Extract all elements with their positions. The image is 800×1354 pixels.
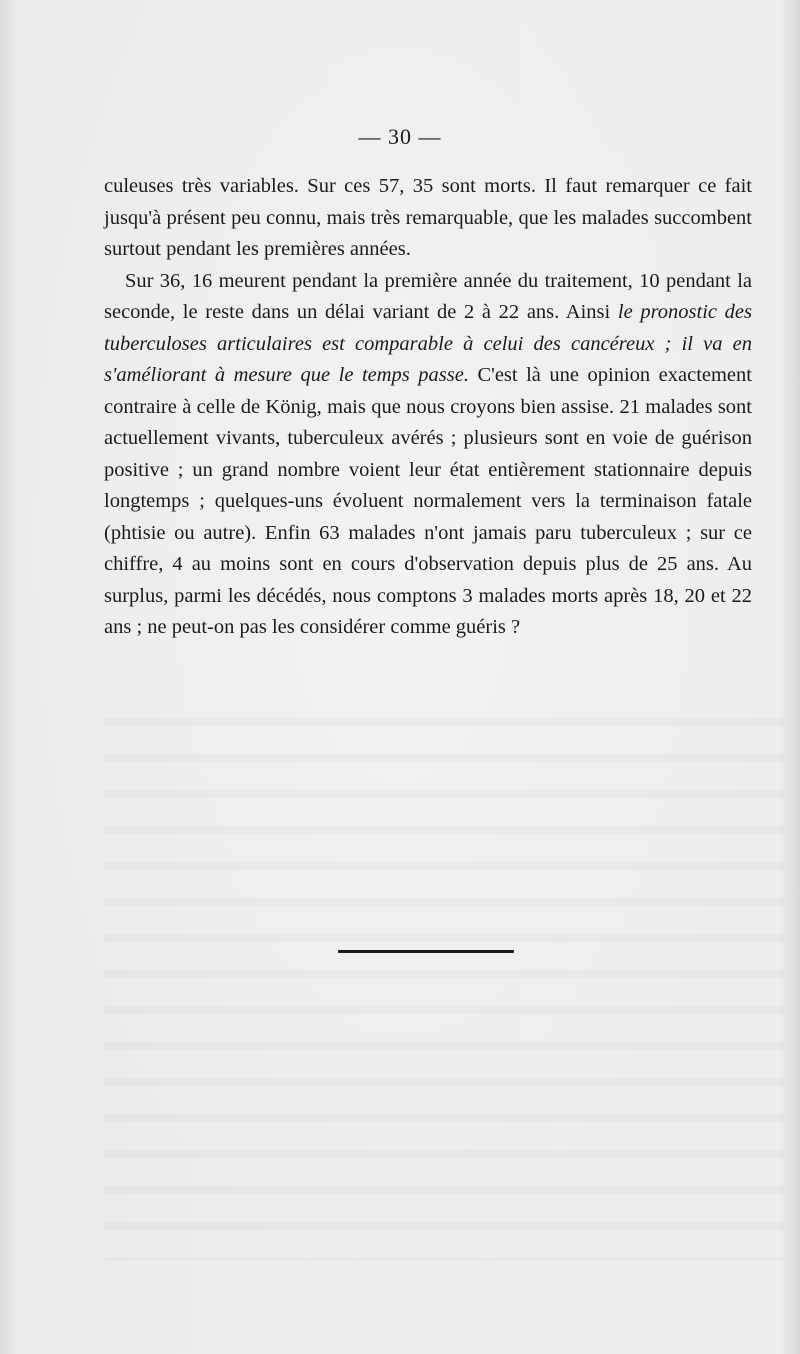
facing-page-show-through xyxy=(104,700,784,1260)
paragraph-2-text-b: C'est là une opinion exactement contraire à celle de König, mais que nous croyons bien assise. 21 malades sont actuellement vivants, tuberculeux avérés ; plusieurs sont en voie de guérison positive ; un grand nombre voient leur état entièrement stationnaire depuis longtemps ; quelques-uns évoluent normalement vers la terminaison fatale (phtisie ou autre). Enfin 63 malades n'ont jamais paru tuberculeux ; sur ce chiffre, 4 au moins sont en cours d'observation depuis plus de 25 ans. Au surplus, parmi les décédés, nous comptons 3 malades morts après 18, 20 et 22 ans ; ne peut-on pas les considérer comme guéris ? xyxy=(104,364,752,638)
body-text xyxy=(104,171,752,644)
paragraph-2-text-a: Sur 36, 16 meurent pendant la première année du traitement, 10 pendant la seconde, le reste dans un délai variant de 2 à 22 ans. Ainsi xyxy=(104,269,752,323)
section-end-rule xyxy=(338,950,514,953)
page-number: — 30 — xyxy=(358,124,442,149)
paragraph-1 xyxy=(104,171,752,266)
paragraph-1-text: culeuses très variables. Sur ces 57, 35 sont morts. Il faut remarquer ce fait jusqu'à présent peu connu, mais très remarquable, que les malades succombent surtout pendant les premières années. xyxy=(104,175,752,260)
paragraph-2 xyxy=(104,266,752,644)
paragraph-2-italic-text: le pronostic des tuberculoses articulaires est comparable à celui des cancéreux ; il va en s'améliorant à mesure que le temps passe. xyxy=(104,301,752,386)
